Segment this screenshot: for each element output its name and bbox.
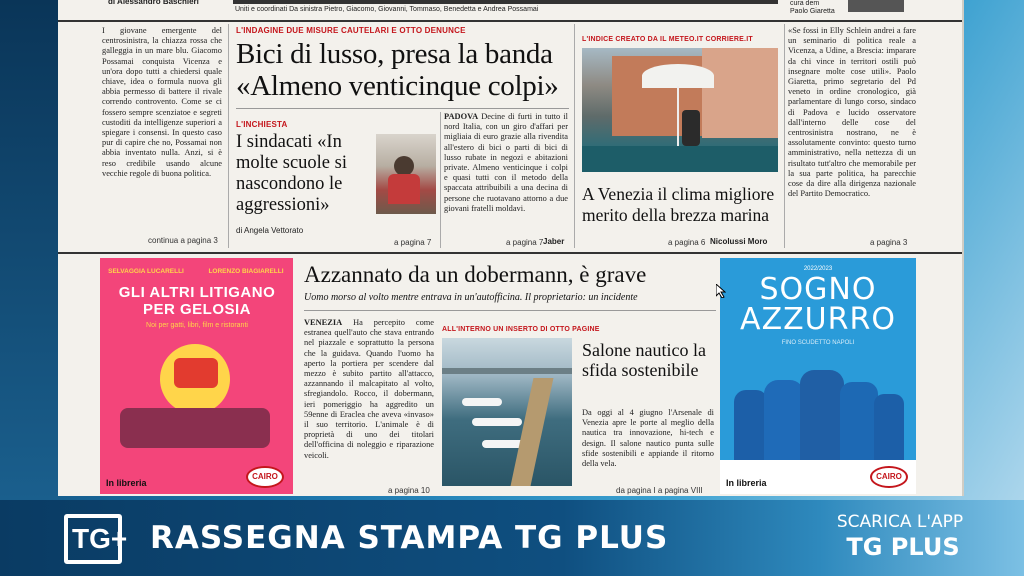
divider <box>58 252 964 254</box>
inchiesta-kicker: L'INCHIESTA <box>236 120 288 129</box>
inchiesta-pageref: a pagina 7 <box>394 238 432 247</box>
divider <box>304 310 716 311</box>
book-ad-left-illustration <box>120 408 270 448</box>
newspaper-page <box>58 0 964 496</box>
venice-byline: Nicolussi Moro <box>710 237 768 246</box>
inchiesta-headline: I sindacati «In molte scuole si nascondono le aggressioni» <box>236 132 347 215</box>
book-ad-right-publisher: CAIRO <box>870 466 908 488</box>
salone-headline: Salone nautico la sfida sostenibile <box>582 340 706 380</box>
venice-kicker: L'INDICE CREATO DA IL METEO.IT CORRIERE.IT <box>582 36 753 43</box>
top-rule <box>58 20 964 22</box>
left-column-continua: continua a pagina 3 <box>148 236 218 245</box>
top-photo-caption: Uniti e coordinati Da sinistra Pietro, Giacomo, Giovanni, Tommaso, Benedetta e Andrea Possamai <box>235 6 539 13</box>
book-ad-right[interactable] <box>720 258 916 494</box>
right-column-text: «Se fossi in Elly Schlein andrei a fare un seminario di politica reale a Vicenza, a Udine, a Brescia: imparare da chi vince in territori ostili può insegnare molte cose utili». Paolo Giaretta, primo segretario del Pd veneto in ordine cronologico, già parlamentare di lungo corso, sindaco di Padova e lucido osservatore dall'interno delle cose del centrosinistra nostrano, ne è assolutamente convinto: questo turno amministrativo, nella nettezza di un risultato tutt'altro che memorabile per la sua parte politica, ha parecchie cose da dire alla dirigenza nazionale del Partito Democratico. <box>788 26 916 199</box>
tg-plus-logo <box>64 514 128 564</box>
venice-headline: A Venezia il clima migliore merito della brezza marina <box>582 184 775 225</box>
dobermann-subhead: Uomo morso al volto mentre entrava in un'autofficina. Il proprietario: un incidente <box>304 292 638 303</box>
dobermann-headline: Azzannato da un dobermann, è grave <box>304 262 647 287</box>
venice-pageref: a pagina 6 <box>668 238 706 247</box>
mouse-cursor-icon <box>716 284 726 298</box>
top-byline: di Alessandro Baschieri <box>108 0 199 6</box>
book-ad-left-author-2: LORENZO BIAGIARELLI <box>208 268 284 275</box>
book-ad-left-title: GLI ALTRI LITIGANO PER GELOSIA <box>118 284 276 318</box>
book-ad-right-subtitle: FINO SCUDETTO NAPOLI <box>781 340 855 346</box>
classroom-photo <box>376 134 436 214</box>
dobermann-body-text: Ha percepito come estranea quell'auto che stava entrando nel piazzale e soprattutto la persona che la guidava. Quando l'uomo ha aperto la portiera per scendere dal mezzo è subito partito all'attacco, azzannando il malcapitato al volto, sfregiandolo. Rocco, il dobermann, ieri pomeriggio ha aggredito un 59enne di Eraclea che aveva «invaso» il suo territorio. L'animale è di proprietà di uno dei titolari dell'officina di noleggio e riparazione veicoli. <box>304 318 434 460</box>
book-ad-left-subtitle: Noi per gatti, libri, film e ristoranti <box>146 322 248 329</box>
dobermann-body <box>304 318 434 484</box>
book-ad-right-title-1: SOGNO <box>759 272 877 307</box>
dobermann-place: VENEZIA <box>304 318 343 327</box>
dobermann-pageref: a pagina 10 <box>388 486 430 495</box>
venice-photo <box>582 48 778 172</box>
app-cta-line-2[interactable]: TG PLUS <box>846 533 960 561</box>
salone-pageref: da pagina I a pagina VIII <box>616 486 703 495</box>
main-story-headline-2: «Almeno venticinque colpi» <box>236 70 559 102</box>
divider <box>236 108 569 109</box>
banner-title: RASSEGNA STAMPA TG PLUS <box>150 520 669 556</box>
book-ad-right-title-2: AZZURRO <box>740 302 896 337</box>
book-ad-left-footer: In libreria <box>106 478 147 488</box>
book-ad-right-season: 2022/2023 <box>803 266 833 272</box>
main-story-body-text: Decine di furti in tutto il nord Italia, con un giro d'affari per migliaia di euro grazie alla rivendita all'estero di bici o parti di bici di lusso rubate in negozi e abitazioni private. Almeno venticinque i colpi e quasi tutti con il metodo della spaccata attribuibili a una decina di persone che ruotavano attorno a due giovani fratelli moldavi. <box>444 112 568 213</box>
top-right-portrait <box>848 0 904 12</box>
book-ad-right-players <box>734 370 904 460</box>
main-story-byline: Jaber <box>543 237 565 246</box>
top-photo-edge <box>233 0 778 4</box>
main-story-place: PADOVA <box>444 112 479 121</box>
divider <box>440 112 441 248</box>
main-story-body <box>444 112 568 234</box>
right-column-pageref: a pagina 3 <box>870 238 908 247</box>
divider <box>228 24 229 248</box>
salone-body: Da oggi al 4 giugno l'Arsenale di Venezia apre le porte al meglio della nautica tra innovazione, hi-tech e design. Il salone nautico punta sulle sfide sostenibili e appiande il ritorno della vela. <box>582 408 714 469</box>
divider <box>784 24 785 248</box>
book-ad-left-cat <box>174 358 218 388</box>
inchiesta-byline: di Angela Vettorato <box>236 226 304 235</box>
book-ad-left-publisher: CAIRO <box>246 466 284 488</box>
app-cta-line-1[interactable]: SCARICA L'APP <box>836 512 964 532</box>
left-column-text: I giovane emergente del centrosinistra, la chiazza rossa che galleggia in un mare blu. Giacomo Possamai conquista Vicenza e un'ora dopo tutti a chiedersi quale chiave, idea o formula nuova gli abbia permesso di battere il rivale correndo controvento. Come se ci fossero sempre scenziatoe e segreti custoditi da intelligenze superiori a spiegare i consensi. In questo caso pur di capire che no, Possamai non abbia inventato nulla. Anzi, si è reso credibile usando alcune vecchie regole di buona politica. <box>102 26 222 178</box>
main-story-pageref: a pagina 7 <box>506 238 544 247</box>
book-ad-left-author-1: SELVAGGIA LUCARELLI <box>108 268 184 275</box>
tg-plus-logo-text: TG+ <box>72 523 128 554</box>
top-right-caption-prefix: cura dem <box>790 0 820 7</box>
main-story-headline-1: Bici di lusso, presa la banda <box>236 38 553 70</box>
book-ad-right-footer: In libreria <box>726 478 767 488</box>
book-ad-left[interactable] <box>100 258 293 494</box>
salone-kicker: ALL'INTERNO UN INSERTO DI OTTO PAGINE <box>442 326 600 333</box>
top-right-caption-name: Paolo Giaretta <box>790 8 835 15</box>
divider <box>574 24 575 248</box>
harbor-photo <box>442 338 572 486</box>
background-left-shade <box>0 0 60 500</box>
main-story-kicker: L'INDAGINE DUE MISURE CAUTELARI E OTTO DENUNCE <box>236 26 466 35</box>
